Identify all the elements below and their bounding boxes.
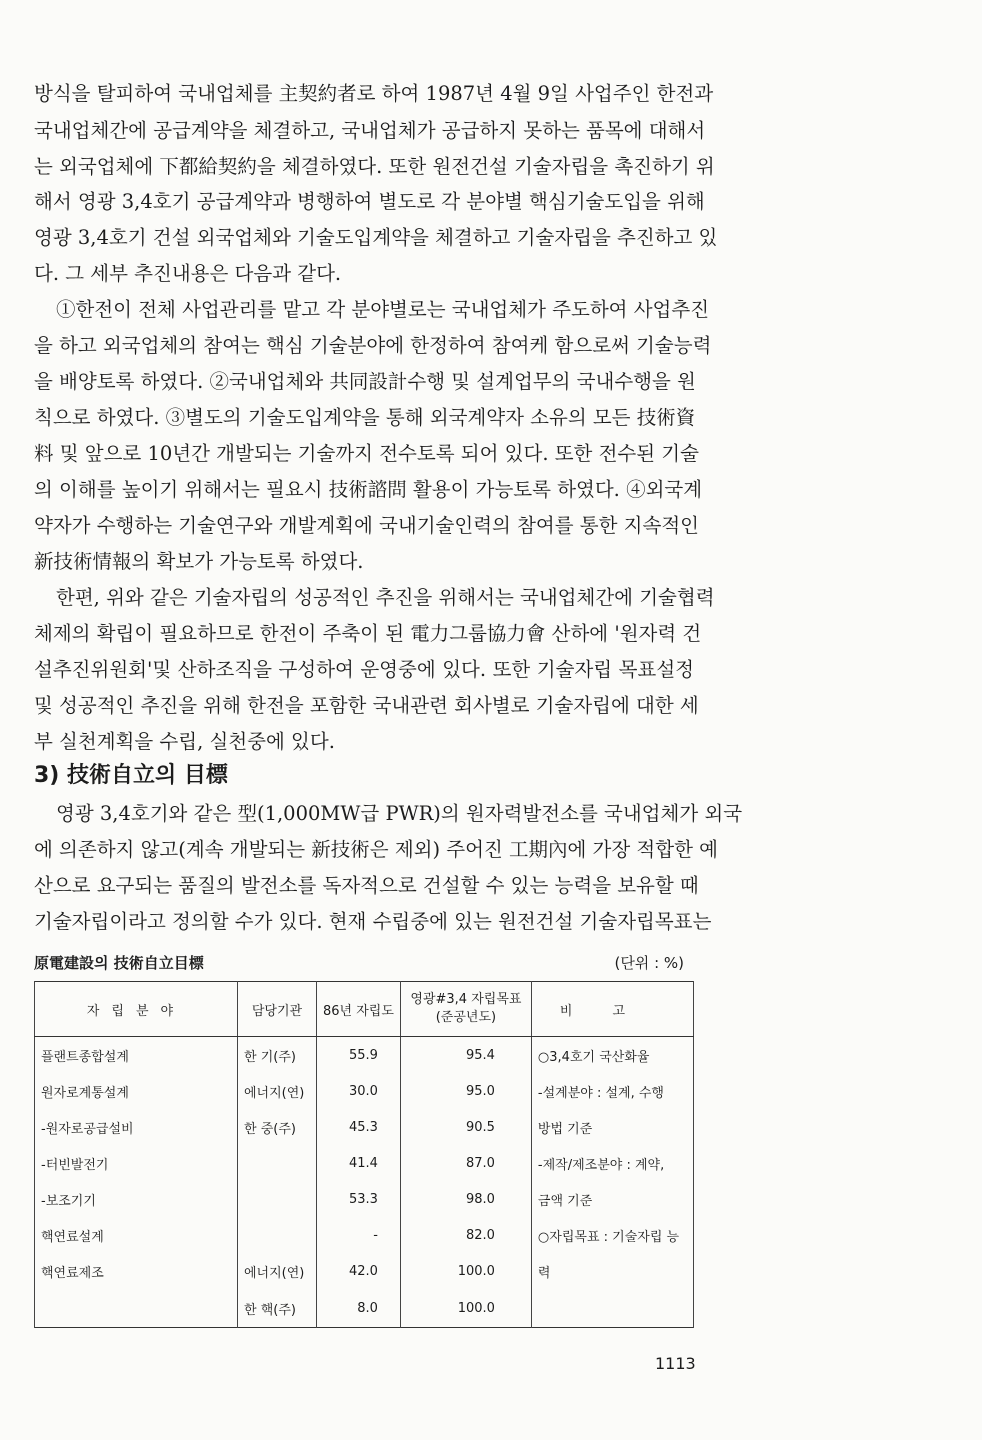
paragraph1-line: 영광 3,4호기 건설 외국업체와 기술도입계약을 체결하고 기술자립을 추진하고 있: [34, 226, 718, 249]
header-target-line2: (준공년도): [435, 1010, 497, 1025]
paragraph3-line: 부 실천계획을 수립, 실천중에 있다.: [34, 730, 335, 753]
header-field: 자립분야: [35, 982, 238, 1037]
cell-target: 95.4: [400, 1037, 531, 1074]
paragraph3-line: 설추진위원회'및 산하조직을 구성하여 운영중에 있다. 또한 기술자립 목표설정: [34, 658, 694, 681]
header-note: 비고: [531, 982, 693, 1037]
cell-field: 핵연료제조: [35, 1253, 238, 1289]
section-heading: 3) 技術自立의 目標: [34, 763, 228, 788]
cell-note: 력: [531, 1253, 693, 1289]
table-row: [35, 1217, 694, 1253]
cell-note: 금액 기준: [531, 1181, 693, 1217]
header-rate-86: 86년 자립도: [317, 982, 401, 1037]
table-caption: 原電建設의 技術自立目標: [34, 954, 204, 972]
table-header-row: [35, 982, 694, 1037]
cell-note: ○3,4호기 국산화율: [531, 1037, 693, 1074]
paragraph2-line: 料 및 앞으로 10년간 개발되는 기술까지 전수토록 되어 있다. 또한 전수된 기술: [34, 442, 699, 465]
cell-note: -설계분야 : 설계, 수행: [531, 1073, 693, 1109]
cell-note: 방법 기준: [531, 1109, 693, 1145]
paragraph2-line: 을 배양토록 하였다. ②국내업체와 共同設計수행 및 설계업무의 국내수행을 원: [34, 370, 696, 393]
cell-agency: 한 핵(주): [238, 1289, 317, 1328]
cell-agency: [238, 1181, 317, 1217]
cell-agency: 한 기(주): [238, 1037, 317, 1074]
cell-field: 핵연료설계: [35, 1217, 238, 1253]
paragraph4-line: 에 의존하지 않고(계속 개발되는 新技術은 제외) 주어진 工期內에 가장 적합한 예: [34, 838, 718, 861]
cell-rate-86: 53.3: [317, 1181, 401, 1217]
table-row: [35, 1037, 694, 1074]
paragraph4-line: 영광 3,4호기와 같은 型(1,000MW급 PWR)의 원자력발전소를 국내업체가 외국: [56, 802, 743, 825]
paragraph2-line: ①한전이 전체 사업관리를 맡고 각 분야별로는 국내업체가 주도하여 사업추진: [56, 298, 710, 321]
cell-note: [531, 1289, 693, 1328]
cell-rate-86: -: [317, 1217, 401, 1253]
paragraph2-line: 칙으로 하였다. ③별도의 기술도입계약을 통해 외국계약자 소유의 모든 技術資: [34, 406, 696, 429]
paragraph1-line: 는 외국업체에 下都給契約을 체결하였다. 또한 원전건설 기술자립을 촉진하기 위: [34, 155, 715, 178]
cell-target: 100.0: [400, 1289, 531, 1328]
cell-target: 95.0: [400, 1073, 531, 1109]
header-agency: 담당기관: [238, 982, 317, 1037]
header-target: [400, 982, 531, 1037]
cell-agency: [238, 1145, 317, 1181]
table-row: [35, 1073, 694, 1109]
paragraph2-line: 新技術情報의 확보가 가능토록 하였다.: [34, 550, 364, 573]
table-row: [35, 1181, 694, 1217]
cell-rate-86: 45.3: [317, 1109, 401, 1145]
paragraph1-line: 방식을 탈피하여 국내업체를 主契約者로 하여 1987년 4월 9일 사업주인 한전과: [34, 82, 714, 105]
cell-field: -원자로공급설비: [35, 1109, 238, 1145]
page-number: 1113: [655, 1354, 696, 1373]
table-row: [35, 1253, 694, 1289]
cell-field: -터빈발전기: [35, 1145, 238, 1181]
paragraph3-line: 한편, 위와 같은 기술자립의 성공적인 추진을 위해서는 국내업체간에 기술협력: [56, 586, 715, 609]
paragraph2-line: 을 하고 외국업체의 참여는 핵심 기술분야에 한정하여 참여케 함으로써 기술능력: [34, 334, 712, 357]
paragraph2-line: 의 이해를 높이기 위해서는 필요시 技術諮問 활용이 가능토록 하였다. ④외국계: [34, 478, 703, 501]
table-row: [35, 1109, 694, 1145]
table-unit: (단위 : %): [614, 954, 684, 972]
cell-target: 100.0: [400, 1253, 531, 1289]
cell-field: 플랜트종합설계: [35, 1037, 238, 1074]
paragraph4-line: 기술자립이라고 정의할 수가 있다. 현재 수립중에 있는 원전건설 기술자립목표는: [34, 910, 712, 933]
cell-rate-86: 41.4: [317, 1145, 401, 1181]
cell-field: [35, 1289, 238, 1328]
header-target-line1: 영광#3,4 자립목표: [410, 992, 522, 1007]
cell-field: 원자로계통설계: [35, 1073, 238, 1109]
cell-agency: 에너지(연): [238, 1073, 317, 1109]
cell-field: -보조기기: [35, 1181, 238, 1217]
cell-rate-86: 42.0: [317, 1253, 401, 1289]
cell-rate-86: 30.0: [317, 1073, 401, 1109]
cell-note: -제작/제조분야 : 계약,: [531, 1145, 693, 1181]
cell-note: ○자립목표 : 기술자립 능: [531, 1217, 693, 1253]
paragraph3-line: 체제의 확립이 필요하므로 한전이 주축이 된 電力그룹協力會 산하에 '원자력 건: [34, 622, 702, 645]
cell-target: 82.0: [400, 1217, 531, 1253]
table-row: [35, 1289, 694, 1328]
cell-rate-86: 55.9: [317, 1037, 401, 1074]
cell-agency: 한 중(주): [238, 1109, 317, 1145]
cell-target: 98.0: [400, 1181, 531, 1217]
cell-target: 90.5: [400, 1109, 531, 1145]
tech-goals-table: [34, 981, 694, 1328]
paragraph1-line: 다. 그 세부 추진내용은 다음과 같다.: [34, 262, 342, 285]
paragraph1-line: 해서 영광 3,4호기 공급계약과 병행하여 별도로 각 분야별 핵심기술도입을 위해: [34, 190, 705, 213]
cell-agency: [238, 1217, 317, 1253]
paragraph2-line: 약자가 수행하는 기술연구와 개발계획에 국내기술인력의 참여를 통한 지속적인: [34, 514, 700, 537]
cell-target: 87.0: [400, 1145, 531, 1181]
cell-rate-86: 8.0: [317, 1289, 401, 1328]
paragraph4-line: 산으로 요구되는 품질의 발전소를 독자적으로 건설할 수 있는 능력을 보유할 때: [34, 874, 699, 897]
paragraph3-line: 및 성공적인 추진을 위해 한전을 포함한 국내관련 회사별로 기술자립에 대한 세: [34, 694, 699, 717]
table-row: [35, 1145, 694, 1181]
cell-agency: 에너지(연): [238, 1253, 317, 1289]
paragraph1-line: 국내업체간에 공급계약을 체결하고, 국내업체가 공급하지 못하는 품목에 대해서: [34, 119, 706, 142]
